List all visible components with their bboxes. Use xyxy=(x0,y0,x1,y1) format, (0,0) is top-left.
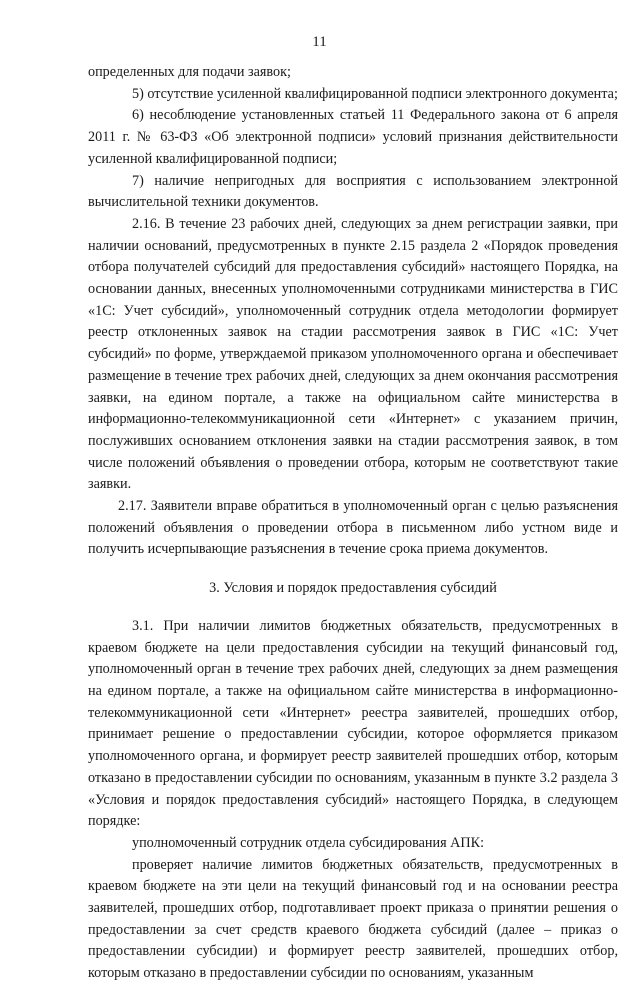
paragraph-3-1: 3.1. При наличии лимитов бюджетных обязательств, предусмотренных в краевом бюджете на цели предоставления субсидии на текущий финансовый год, уполномоченный орган в течение трех рабочих дней, следующих за днем размещения на едином портале, а также на официальном сайте министерства в информационно-телекоммуникационной сети «Интернет» реестра заявителей, прошедших отбор, принимает решение о предоставлении субсидии, которое оформляется приказом уполномоченного органа, и формирует реестр заявителей прошедших отбор, которым отказано в предоставлении субсидии по основаниям, указанным в пункте 3.2 раздела 3 «Условия и порядок предоставления субсидий» настоящего Порядка, в следующем порядке: xyxy=(88,617,618,830)
paragraph-continuation: определенных для подачи заявок; xyxy=(88,64,291,80)
page-number: 11 xyxy=(312,34,327,50)
paragraph-responsible: уполномоченный сотрудник отдела субсидирования АПК: xyxy=(132,834,485,851)
list-item-7: 7) наличие непригодных для восприятия с использованием электронной вычислительной техники документов. xyxy=(88,172,618,211)
section-heading: 3. Условия и порядок предоставления субсидий xyxy=(209,580,497,597)
document-body xyxy=(88,62,618,985)
paragraph-checks: проверяет наличие лимитов бюджетных обязательств, предусмотренных в краевом бюджете на эти цели на текущий финансовый год и на основании реестра заявителей, прошедших отбор, подготавливает проект приказа о принятии решения о предоставлении за счет средств краевого бюджета субсидий (далее – приказ о предоставлении субсидии) и формирует реестр заявителей, прошедших отбор, которым отказано в предоставлении субсидии по основаниям, указанным xyxy=(88,856,618,982)
list-item-6: 6) несоблюдение установленных статьей 11 Федерального закона от 6 апреля 2011 г. № 63-ФЗ «Об электронной подписи» условий признания действительности усиленной квалифицированной подписи; xyxy=(88,107,618,167)
paragraph-2-17: 2.17. Заявители вправе обратиться в уполномоченный орган с целью разъяснения положений объявления о проведении отбора в письменном либо устном виде и получить исчерпывающие разъяснения в течение срока приема документов. xyxy=(88,498,618,558)
list-item-5: 5) отсутствие усиленной квалифицированной подписи электронного документа; xyxy=(132,85,618,102)
paragraph-2-16: 2.16. В течение 23 рабочих дней, следующих за днем регистрации заявки, при наличии оснований, предусмотренных в пункте 2.15 раздела 2 «Порядок проведения отбора получателей субсидий для предоставления субсидий» настоящего Порядка, на основании данных, внесенных уполномоченными сотрудниками министерства в ГИС «1С: Учет субсидий», уполномоченный сотрудник отдела методологии формирует реестр отклоненных заявок на стадии рассмотрения заявок в ГИС «1С: Учет субсидий» по форме, утверждаемой приказом уполномоченного органа и обеспечивает размещение в течение трех рабочих дней, следующих за днем окончания рассмотрения заявки, на едином портале, а также на официальном сайте министерства в информационно-телекоммуникационной сети «Интернет» с указанием причин, послуживших основанием отклонения заявки на стадии рассмотрения заявок, в том числе положений объявления о проведении отбора, которым не соответствуют такие заявки. xyxy=(88,215,618,493)
